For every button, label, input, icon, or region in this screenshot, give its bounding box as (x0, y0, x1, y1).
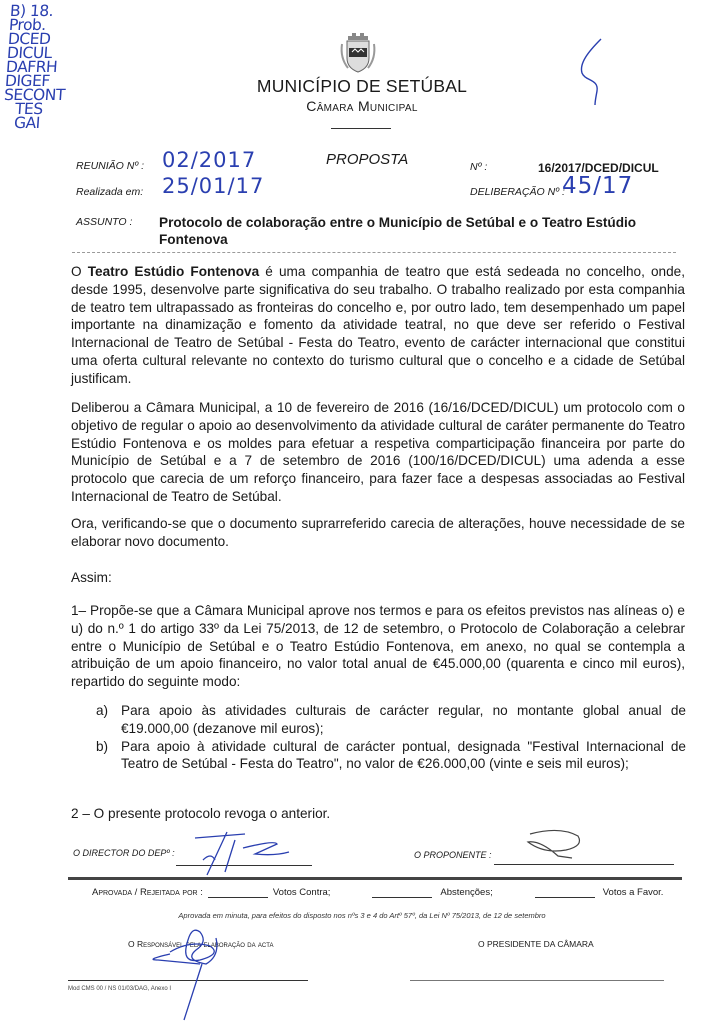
note-line: B) 18. (9, 2, 54, 20)
presidente-label: O PRESIDENTE DA CÂMARA (478, 939, 594, 949)
note-line: Prob. (8, 16, 47, 34)
paragraph-intro (71, 263, 685, 388)
director-label: O DIRECTOR DO DEPº : (73, 848, 175, 858)
intro-lead: O (71, 264, 88, 279)
paragraph-ora: Ora, verificando-se que o documento suprarreferido carecia de alterações, houve necessidade de se elaborar novo documento. (71, 516, 685, 549)
realizada-label: Realizada em: (76, 186, 144, 198)
vote-row (92, 887, 663, 898)
header-divider (331, 128, 391, 129)
allocation-list (96, 702, 686, 773)
note-line: DCED (7, 30, 52, 48)
proponente-signature-icon (520, 828, 590, 863)
list-item (96, 738, 686, 774)
signature-divider (68, 877, 682, 880)
proponente-label: O PROPONENTE : (414, 850, 492, 860)
presidente-signature-line (410, 980, 664, 981)
numero-label: Nº : (470, 161, 488, 173)
votos-favor-field[interactable] (535, 887, 595, 898)
note-line: SECONT (3, 86, 66, 104)
list-text: Para apoio à atividade cultural de carácter pontual, designada "Festival Internacional de Teatro de Setúbal - Festa do Teatro", no valor de €26.000,00 (vinte e seis mil euros); (121, 738, 686, 772)
director-signature-icon (185, 830, 295, 880)
company-name: Teatro Estúdio Fontenova (87, 264, 260, 279)
paragraph-assim: Assim: (71, 570, 112, 585)
minuta-note: Aprovada em minuta, para efeitos do disposto nos nºs 3 e 4 do Artº 57º, da Lei Nº 75/2013, de 12 de setembro (178, 911, 546, 920)
model-reference: Mod CMS 00 / NS 01/03/DAG, Anexo I (68, 986, 172, 992)
list-marker: b) (96, 738, 109, 754)
note-line: GAI (13, 114, 41, 132)
vote-label: Aprovada / Rejeitada por : (92, 887, 203, 898)
votos-favor-label: Votos a Favor. (602, 887, 664, 898)
intro-rest: é uma companhia de teatro que está sedeada no concelho, onde, desde 1995, desenvolve parte significativa do seu trabalho. O trabalho realizado por esta companhia de teatro tem ultrapassado as fronteiras do concelho e, por outro lado, tem desempenhado um papel importante na dinamização e fomento da atividade teatral, no que deve ser referido o Festival Internacional de Teatro de Setúbal - Festa do Teatro, evento de carácter internacional que constitui uma oferta cultural relevante no contexto do turismo cultural que o concelho e a cidade de Setúbal justificam. (71, 264, 686, 386)
list-marker: a) (96, 703, 109, 718)
paragraph-proposal-1: 1– Propõe-se que a Câmara Municipal aprove nos termos e para os efeitos previstos nas alíneas o) e u) do n.º 1 do artigo 33º da Lei 75/2013, de 12 de setembro, o Protocolo de Colaboração a celebrar entre o Município de Setúbal e o Teatro Estúdio Fontenova, em anexo, no qual se contempla a atribuição de um apoio financeiro, no valor total anual de €45.000,00 (quarenta e cinco mil euros), repartido do seguinte modo: (71, 603, 685, 690)
votos-contra-label: Votos Contra; (272, 887, 331, 898)
responsavel-signature-icon (140, 920, 240, 1020)
deliberacao-label: DELIBERAÇÃO Nº : (470, 186, 565, 198)
reuniao-label: REUNIÃO Nº : (76, 160, 145, 172)
proponente-signature-line (494, 864, 674, 865)
numero-value: 16/2017/DCED/DICUL (538, 161, 659, 175)
note-line: DICUL (6, 44, 53, 62)
list-item (96, 702, 686, 738)
municipality-title: MUNICÍPIO DE SETÚBAL (256, 76, 468, 96)
chamber-subtitle: Câmara Municipal (306, 98, 418, 114)
votos-contra-field[interactable] (208, 887, 268, 898)
note-line: DIGEF (4, 72, 51, 90)
note-line: DAFRH (5, 58, 58, 76)
reuniao-value: 02/2017 (162, 148, 257, 172)
assunto-divider (72, 252, 676, 253)
document-type: PROPOSTA (326, 151, 409, 168)
paragraph-revoga: 2 – O presente protocolo revoga o anterior. (71, 806, 331, 821)
paragraph-deliberou: Deliberou a Câmara Municipal, a 10 de fevereiro de 2016 (16/16/DCED/DICUL) um protocolo com o objetivo de regular o apoio ao desenvolvimento da atividade cultural de caráter permanente do Teatro Estúdio Fontenova e os moldes para efetuar a respetiva comparticipação financeira por parte do Município de Setúbal e a 7 de setembro de 2016 (100/16/DCED/DICUL) uma adenda a esse protocolo que carecia de um reforço financeiro, para fazer face a despesas associadas ao Festival Internacional de Teatro de Setúbal. (71, 400, 685, 504)
abstencoes-field[interactable] (372, 887, 432, 898)
abstencoes-label: Abstenções; (440, 887, 493, 898)
responsavel-acta-label: O Responsável pela elaboração da acta (128, 939, 274, 949)
realizada-value: 25/01/17 (162, 174, 265, 198)
municipal-coat-of-arms-icon (340, 32, 376, 74)
list-text: Para apoio às atividades culturais de carácter regular, no montante global anual de €19.000,00 (dezanove mil euros); (121, 703, 686, 736)
deliberacao-value: 45/17 (562, 173, 634, 199)
assunto-label: ASSUNTO : (76, 216, 133, 228)
assunto-value: Protocolo de colaboração entre o Município de Setúbal e o Teatro Estúdio Fontenova (159, 215, 637, 247)
note-line: TES (14, 100, 44, 118)
